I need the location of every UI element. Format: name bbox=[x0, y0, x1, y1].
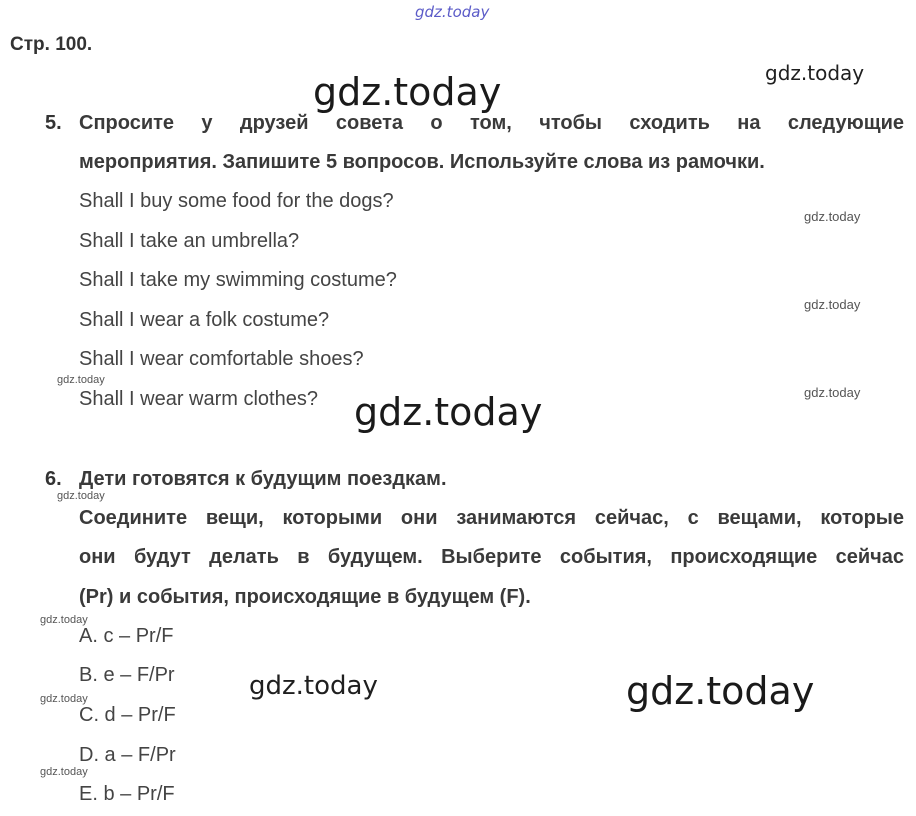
watermark-top-right: gdz.today bbox=[765, 61, 865, 85]
watermark-big-middle: gdz.today bbox=[354, 390, 543, 434]
watermark-tiny-5: gdz.today bbox=[40, 766, 88, 778]
page-number: Стр. 100. bbox=[10, 34, 93, 55]
task-5-answer-6: Shall I wear warm clothes? bbox=[79, 388, 318, 410]
task-6-heading-line-4: (Pr) и события, происходящие в будущем (F). bbox=[79, 586, 531, 608]
task-6-answer-e: E. b – Pr/F bbox=[79, 783, 175, 805]
task-5-answer-4: Shall I wear a folk costume? bbox=[79, 309, 330, 331]
watermark-tiny-3: gdz.today bbox=[40, 614, 88, 626]
task-6-heading-line-1: Дети готовятся к будущим поездкам. bbox=[79, 468, 447, 490]
watermark-logo-top: gdz.today bbox=[415, 3, 490, 21]
task-6-answer-c: C. d – Pr/F bbox=[79, 704, 176, 726]
task-6-answer-b: B. e – F/Pr bbox=[79, 664, 175, 686]
task-6-number: 6. bbox=[45, 468, 62, 490]
watermark-small-2: gdz.today bbox=[804, 297, 861, 312]
task-5-number: 5. bbox=[45, 112, 62, 134]
watermark-tiny-1: gdz.today bbox=[57, 374, 105, 386]
task-5-answer-1: Shall I buy some food for the dogs? bbox=[79, 190, 394, 212]
task-5-answer-3: Shall I take my swimming costume? bbox=[79, 269, 397, 291]
task-6-answer-a: A. c – Pr/F bbox=[79, 625, 174, 647]
task-5-answer-2: Shall I take an umbrella? bbox=[79, 230, 300, 252]
task-5-heading-line-2: мероприятия. Запишите 5 вопросов. Используйте слова из рамочки. bbox=[79, 151, 765, 173]
task-5-heading-line-1: Спросите у друзей совета о том, чтобы сходить на следующие bbox=[79, 112, 904, 134]
watermark-tiny-2: gdz.today bbox=[57, 490, 105, 502]
watermark-small-3: gdz.today bbox=[804, 385, 861, 400]
watermark-big-top: gdz.today bbox=[313, 70, 502, 114]
watermark-tiny-4: gdz.today bbox=[40, 693, 88, 705]
watermark-small-1: gdz.today bbox=[804, 209, 861, 224]
watermark-mid-bottom: gdz.today bbox=[249, 671, 378, 701]
task-6-answer-d: D. a – F/Pr bbox=[79, 744, 176, 766]
task-6-heading-line-3: они будут делать в будущем. Выберите события, происходящие сейчас bbox=[79, 546, 904, 568]
task-6-heading-line-2: Соедините вещи, которыми они занимаются сейчас, с вещами, которые bbox=[79, 507, 904, 529]
task-5-answer-5: Shall I wear comfortable shoes? bbox=[79, 348, 364, 370]
watermark-big-bottom-right: gdz.today bbox=[626, 669, 815, 713]
